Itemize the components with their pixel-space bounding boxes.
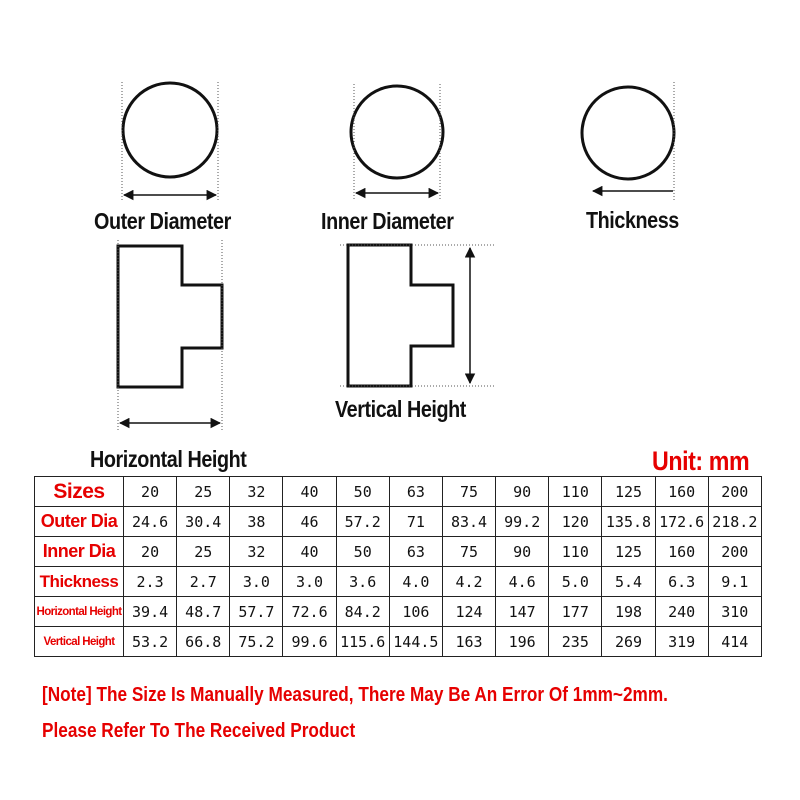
outer-diameter-circle — [123, 83, 217, 177]
table-cell: 32 — [230, 477, 283, 507]
table-cell: 57.7 — [230, 597, 283, 627]
table-cell: 39.4 — [124, 597, 177, 627]
table-cell: 5.0 — [549, 567, 602, 597]
vertical-height-diagram — [340, 245, 495, 386]
table-cell: 66.8 — [177, 627, 230, 657]
table-cell: 40 — [283, 477, 336, 507]
table-cell: 2.3 — [124, 567, 177, 597]
table-cell: 235 — [549, 627, 602, 657]
table-row — [35, 597, 762, 627]
table-row — [35, 627, 762, 657]
outer-diameter-label: Outer Diameter — [94, 208, 231, 234]
table-cell: 30.4 — [177, 507, 230, 537]
table-row — [35, 567, 762, 597]
table-cell: 53.2 — [124, 627, 177, 657]
table-cell: 319 — [655, 627, 708, 657]
table-cell: 163 — [442, 627, 495, 657]
table-cell: 144.5 — [389, 627, 442, 657]
table-cell: 310 — [708, 597, 761, 627]
table-cell: 125 — [602, 477, 655, 507]
vertical-height-label: Vertical Height — [335, 396, 466, 422]
table-row — [35, 537, 762, 567]
table-cell: 99.6 — [283, 627, 336, 657]
table-cell: 90 — [496, 477, 549, 507]
table-cell: 3.0 — [283, 567, 336, 597]
table-cell: 48.7 — [177, 597, 230, 627]
table-cell: 63 — [389, 477, 442, 507]
table-cell: 135.8 — [602, 507, 655, 537]
row-header-horizontal-height: Horizontal Height — [35, 597, 124, 627]
table-cell: 50 — [336, 537, 389, 567]
unit-label: Unit: mm — [652, 446, 750, 476]
table-cell: 83.4 — [442, 507, 495, 537]
tee-vertical-outline — [348, 245, 453, 386]
table-cell: 25 — [177, 537, 230, 567]
table-cell: 75 — [442, 537, 495, 567]
row-header-inner-dia: Inner Dia — [35, 537, 124, 567]
inner-diameter-diagram — [351, 84, 443, 200]
table-row — [35, 507, 762, 537]
table-cell: 72.6 — [283, 597, 336, 627]
table-cell: 269 — [602, 627, 655, 657]
table-cell: 32 — [230, 537, 283, 567]
table-cell: 110 — [549, 537, 602, 567]
inner-diameter-circle — [351, 86, 443, 178]
thickness-circle — [582, 87, 674, 179]
table-cell: 75.2 — [230, 627, 283, 657]
size-spec-table — [34, 476, 762, 657]
table-cell: 75 — [442, 477, 495, 507]
table-cell: 200 — [708, 537, 761, 567]
outer-diameter-diagram — [122, 82, 218, 200]
table-cell: 25 — [177, 477, 230, 507]
table-cell: 177 — [549, 597, 602, 627]
table-cell: 40 — [283, 537, 336, 567]
table-cell: 2.7 — [177, 567, 230, 597]
table-cell: 125 — [602, 537, 655, 567]
table-cell: 218.2 — [708, 507, 761, 537]
table-cell: 46 — [283, 507, 336, 537]
table-cell: 4.2 — [442, 567, 495, 597]
table-cell: 196 — [496, 627, 549, 657]
table-cell: 20 — [124, 477, 177, 507]
table-cell: 160 — [655, 477, 708, 507]
table-cell: 20 — [124, 537, 177, 567]
table-cell: 240 — [655, 597, 708, 627]
row-header-outer-dia: Outer Dia — [35, 507, 124, 537]
table-cell: 172.6 — [655, 507, 708, 537]
table-cell: 57.2 — [336, 507, 389, 537]
table-cell: 124 — [442, 597, 495, 627]
table-cell: 120 — [549, 507, 602, 537]
table-cell: 9.1 — [708, 567, 761, 597]
table-cell: 99.2 — [496, 507, 549, 537]
table-cell: 24.6 — [124, 507, 177, 537]
table-cell: 3.0 — [230, 567, 283, 597]
table-cell: 6.3 — [655, 567, 708, 597]
inner-diameter-label: Inner Diameter — [321, 208, 454, 234]
table-cell: 414 — [708, 627, 761, 657]
table-cell: 200 — [708, 477, 761, 507]
thickness-diagram — [582, 82, 674, 200]
thickness-label: Thickness — [586, 207, 679, 233]
table-cell: 63 — [389, 537, 442, 567]
table-cell: 90 — [496, 537, 549, 567]
table-cell: 198 — [602, 597, 655, 627]
row-header-sizes: Sizes — [35, 477, 124, 507]
table-cell: 160 — [655, 537, 708, 567]
table-cell: 106 — [389, 597, 442, 627]
row-header-vertical-height: Vertical Height — [35, 627, 124, 657]
row-header-thickness: Thickness — [35, 567, 124, 597]
table-row — [35, 477, 762, 507]
table-cell: 110 — [549, 477, 602, 507]
note-line-1: [Note] The Size Is Manually Measured, There May Be An Error Of 1mm~2mm. — [42, 684, 668, 706]
table-cell: 147 — [496, 597, 549, 627]
table-cell: 3.6 — [336, 567, 389, 597]
tee-horizontal-outline — [118, 246, 222, 387]
note-line-2: Please Refer To The Received Product — [42, 720, 356, 742]
table-cell: 115.6 — [336, 627, 389, 657]
table-cell: 38 — [230, 507, 283, 537]
table-cell: 5.4 — [602, 567, 655, 597]
table-cell: 84.2 — [336, 597, 389, 627]
table-cell: 50 — [336, 477, 389, 507]
table-cell: 4.0 — [389, 567, 442, 597]
horizontal-height-label: Horizontal Height — [90, 446, 247, 472]
table-cell: 4.6 — [496, 567, 549, 597]
horizontal-height-diagram — [118, 240, 222, 432]
table-cell: 71 — [389, 507, 442, 537]
